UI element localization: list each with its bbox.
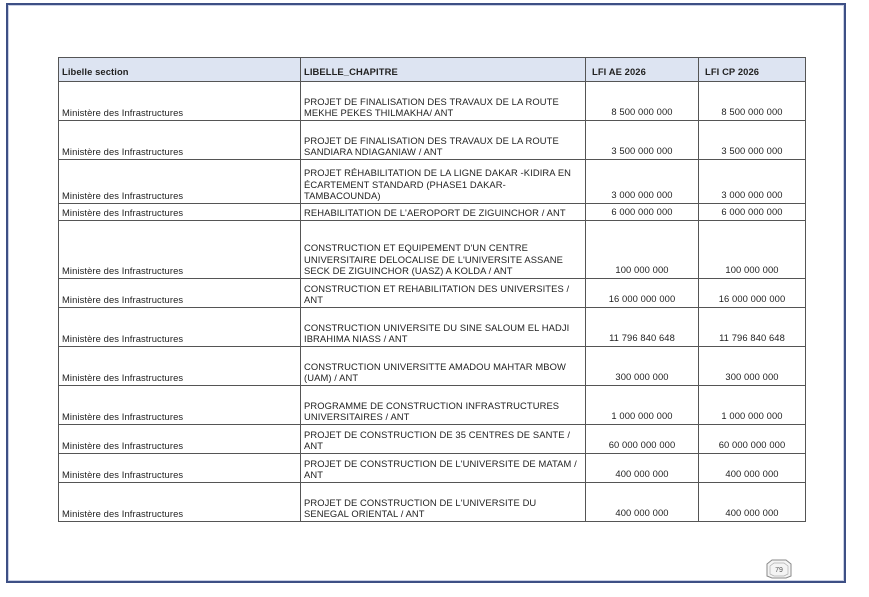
cell-section: Ministère des Infrastructures <box>59 425 301 454</box>
table-row <box>59 425 806 454</box>
table-row <box>59 121 806 160</box>
cell-cp: 100 000 000 <box>699 221 806 279</box>
cell-chapitre: CONSTRUCTION UNIVERSITE DU SINE SALOUM EL HADJI IBRAHIMA NIASS / ANT <box>301 308 586 347</box>
cell-ae: 1 000 000 000 <box>586 386 699 425</box>
cell-section: Ministère des Infrastructures <box>59 221 301 279</box>
cell-chapitre: PROGRAMME DE CONSTRUCTION INFRASTRUCTURES UNIVERSITAIRES / ANT <box>301 386 586 425</box>
cell-cp: 60 000 000 000 <box>699 425 806 454</box>
cell-section: Ministère des Infrastructures <box>59 386 301 425</box>
header-lfi-cp-2026: LFI CP 2026 <box>699 58 806 82</box>
cell-section: Ministère des Infrastructures <box>59 454 301 483</box>
table-header-row <box>59 58 806 82</box>
table-row <box>59 160 806 204</box>
table-row <box>59 204 806 221</box>
cell-cp: 16 000 000 000 <box>699 279 806 308</box>
cell-section: Ministère des Infrastructures <box>59 347 301 386</box>
cell-ae: 100 000 000 <box>586 221 699 279</box>
cell-ae: 8 500 000 000 <box>586 82 699 121</box>
cell-ae: 3 000 000 000 <box>586 160 699 204</box>
cell-cp: 6 000 000 000 <box>699 204 806 221</box>
cell-ae: 3 500 000 000 <box>586 121 699 160</box>
cell-ae: 400 000 000 <box>586 454 699 483</box>
table-row <box>59 347 806 386</box>
cell-section: Ministère des Infrastructures <box>59 279 301 308</box>
cell-chapitre: PROJET DE CONSTRUCTION DE 35 CENTRES DE SANTE / ANT <box>301 425 586 454</box>
cell-ae: 300 000 000 <box>586 347 699 386</box>
cell-chapitre: PROJET DE FINALISATION DES TRAVAUX DE LA ROUTE SANDIARA NDIAGANIAW / ANT <box>301 121 586 160</box>
table-row <box>59 82 806 121</box>
cell-cp: 11 796 840 648 <box>699 308 806 347</box>
table-row <box>59 308 806 347</box>
cell-chapitre: CONSTRUCTION ET REHABILITATION DES UNIVERSITES / ANT <box>301 279 586 308</box>
cell-chapitre: PROJET DE FINALISATION DES TRAVAUX DE LA ROUTE MEKHE PEKES THILMAKHA/ ANT <box>301 82 586 121</box>
cell-ae: 16 000 000 000 <box>586 279 699 308</box>
cell-section: Ministère des Infrastructures <box>59 160 301 204</box>
page-number: 79 <box>775 567 783 574</box>
cell-chapitre: PROJET DE CONSTRUCTION DE L'UNIVERSITE DU SENEGAL ORIENTAL / ANT <box>301 483 586 522</box>
cell-cp: 3 500 000 000 <box>699 121 806 160</box>
cell-cp: 3 000 000 000 <box>699 160 806 204</box>
cell-chapitre: CONSTRUCTION UNIVERSITTE AMADOU MAHTAR MBOW (UAM) / ANT <box>301 347 586 386</box>
cell-section: Ministère des Infrastructures <box>59 483 301 522</box>
header-libelle-chapitre: LIBELLE_CHAPITRE <box>301 58 586 82</box>
document-page <box>6 3 846 583</box>
table-row <box>59 386 806 425</box>
cell-cp: 400 000 000 <box>699 483 806 522</box>
cell-ae: 60 000 000 000 <box>586 425 699 454</box>
header-lfi-ae-2026: LFI AE 2026 <box>586 58 699 82</box>
header-libelle-section: Libelle section <box>59 58 301 82</box>
cell-cp: 400 000 000 <box>699 454 806 483</box>
cell-chapitre: CONSTRUCTION ET EQUIPEMENT D'UN CENTRE UNIVERSITAIRE DELOCALISE DE L'UNIVERSITE ASSANE SECK DE ZIGUINCHOR (UASZ) A KOLDA / ANT <box>301 221 586 279</box>
table-row <box>59 221 806 279</box>
table-row <box>59 483 806 522</box>
page-number-badge <box>764 558 794 580</box>
cell-section: Ministère des Infrastructures <box>59 121 301 160</box>
cell-section: Ministère des Infrastructures <box>59 204 301 221</box>
cell-chapitre: PROJET DE CONSTRUCTION DE L'UNIVERSITE DE MATAM / ANT <box>301 454 586 483</box>
cell-chapitre: PROJET RÉHABILITATION DE LA LIGNE DAKAR -KIDIRA EN ÉCARTEMENT STANDARD (PHASE1 DAKAR-TAMBACOUNDA) <box>301 160 586 204</box>
cell-cp: 8 500 000 000 <box>699 82 806 121</box>
cell-section: Ministère des Infrastructures <box>59 308 301 347</box>
cell-section: Ministère des Infrastructures <box>59 82 301 121</box>
cell-cp: 300 000 000 <box>699 347 806 386</box>
cell-ae: 6 000 000 000 <box>586 204 699 221</box>
cell-chapitre: REHABILITATION DE L'AEROPORT DE ZIGUINCHOR / ANT <box>301 204 586 221</box>
cell-cp: 1 000 000 000 <box>699 386 806 425</box>
budget-table <box>58 57 806 522</box>
cell-ae: 400 000 000 <box>586 483 699 522</box>
table-row <box>59 454 806 483</box>
cell-ae: 11 796 840 648 <box>586 308 699 347</box>
table-row <box>59 279 806 308</box>
